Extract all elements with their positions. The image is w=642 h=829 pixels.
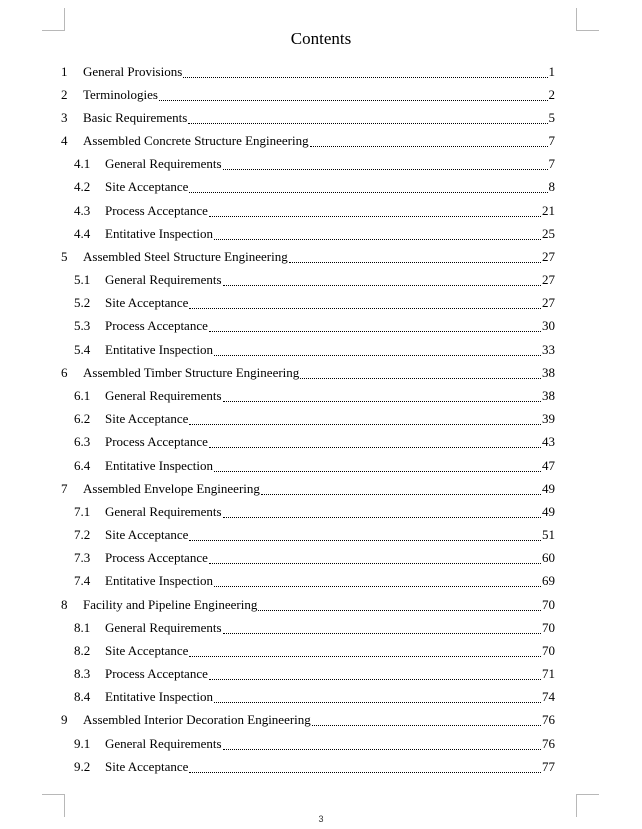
toc-entry-label: Site Acceptance bbox=[105, 527, 189, 543]
toc-entry[interactable] bbox=[0, 662, 642, 685]
toc-entry[interactable] bbox=[0, 709, 642, 732]
footer-page-number: 3 bbox=[318, 814, 324, 824]
toc-entry[interactable] bbox=[0, 384, 642, 407]
toc-dot-leader bbox=[188, 112, 547, 124]
toc-entry-label: General Requirements bbox=[105, 387, 222, 403]
toc-entry[interactable] bbox=[0, 315, 642, 338]
toc-dot-leader bbox=[209, 668, 541, 680]
toc-dot-leader bbox=[214, 228, 541, 240]
toc-dot-leader bbox=[189, 181, 547, 193]
toc-entry-page-number: 39 bbox=[542, 411, 555, 427]
toc-entry-number: 4.1 bbox=[74, 156, 91, 172]
toc-entry-number: 6.1 bbox=[74, 387, 91, 403]
toc-entry[interactable] bbox=[0, 130, 642, 153]
toc-entry-label: General Provisions bbox=[83, 63, 183, 79]
toc-entry-number: 7.2 bbox=[74, 527, 91, 543]
toc-entry[interactable] bbox=[0, 269, 642, 292]
toc-dot-leader bbox=[223, 274, 541, 286]
toc-entry[interactable] bbox=[0, 176, 642, 199]
toc-entry-label: Process Acceptance bbox=[105, 550, 208, 566]
toc-entry-number: 4 bbox=[61, 133, 68, 149]
toc-entry-page-number: 7 bbox=[548, 156, 555, 172]
toc-entry-number: 6.2 bbox=[74, 411, 91, 427]
toc-entry-number: 5 bbox=[61, 248, 68, 264]
toc-entry-number: 7.4 bbox=[74, 573, 91, 589]
toc-entry-label: General Requirements bbox=[105, 619, 222, 635]
toc-dot-leader bbox=[189, 645, 541, 657]
toc-entry-number: 7 bbox=[61, 480, 68, 496]
toc-entry[interactable] bbox=[0, 616, 642, 639]
toc-entry-number: 6 bbox=[61, 364, 68, 380]
toc-entry-label: Site Acceptance bbox=[105, 179, 189, 195]
toc-entry-label: General Requirements bbox=[105, 272, 222, 288]
toc-entry-number: 6.4 bbox=[74, 457, 91, 473]
toc-entry-page-number: 71 bbox=[542, 666, 555, 682]
toc-entry-number: 9 bbox=[61, 712, 68, 728]
toc-entry-page-number: 70 bbox=[542, 619, 555, 635]
toc-entry-page-number: 27 bbox=[542, 272, 555, 288]
toc-entry[interactable] bbox=[0, 60, 642, 83]
toc-entry-page-number: 69 bbox=[542, 573, 555, 589]
toc-dot-leader bbox=[209, 205, 541, 217]
toc-entry-number: 5.4 bbox=[74, 341, 91, 357]
toc-entry-number: 6.3 bbox=[74, 434, 91, 450]
toc-dot-leader bbox=[209, 552, 541, 564]
toc-entry-number: 8.4 bbox=[74, 689, 91, 705]
toc-dot-leader bbox=[183, 66, 547, 78]
toc-entry-label: Process Acceptance bbox=[105, 434, 208, 450]
toc-entry-label: Site Acceptance bbox=[105, 295, 189, 311]
toc-dot-leader bbox=[223, 738, 541, 750]
toc-entry-label: Assembled Envelope Engineering bbox=[83, 480, 260, 496]
toc-entry[interactable] bbox=[0, 245, 642, 268]
toc-dot-leader bbox=[214, 691, 541, 703]
toc-entry-number: 8 bbox=[61, 596, 68, 612]
toc-entry[interactable] bbox=[0, 338, 642, 361]
toc-entry-page-number: 8 bbox=[548, 179, 555, 195]
toc-entry[interactable] bbox=[0, 431, 642, 454]
toc-entry-number: 4.4 bbox=[74, 225, 91, 241]
toc-entry-label: General Requirements bbox=[105, 503, 222, 519]
toc-dot-leader bbox=[223, 158, 548, 170]
toc-entry-label: Site Acceptance bbox=[105, 758, 189, 774]
toc-entry[interactable] bbox=[0, 523, 642, 546]
toc-dot-leader bbox=[159, 89, 548, 101]
toc-entry-label: Entitative Inspection bbox=[105, 573, 213, 589]
toc-entry[interactable] bbox=[0, 547, 642, 570]
toc-entry-label: General Requirements bbox=[105, 156, 222, 172]
toc-entry-label: Assembled Interior Decoration Engineering bbox=[83, 712, 311, 728]
toc-dot-leader bbox=[189, 413, 541, 425]
toc-dot-leader bbox=[209, 436, 541, 448]
toc-entry-label: Basic Requirements bbox=[83, 109, 188, 125]
toc-entry-page-number: 77 bbox=[542, 758, 555, 774]
toc-entry-number: 2 bbox=[61, 86, 68, 102]
toc-entry-label: Assembled Timber Structure Engineering bbox=[83, 364, 300, 380]
toc-entry-page-number: 74 bbox=[542, 689, 555, 705]
toc-entry[interactable] bbox=[0, 106, 642, 129]
toc-entry-page-number: 25 bbox=[542, 225, 555, 241]
toc-entry-page-number: 27 bbox=[542, 295, 555, 311]
toc-dot-leader bbox=[214, 460, 541, 472]
toc-entry-page-number: 60 bbox=[542, 550, 555, 566]
toc-entry-label: Terminologies bbox=[83, 86, 158, 102]
toc-dot-leader bbox=[214, 575, 541, 587]
toc-entry-page-number: 43 bbox=[542, 434, 555, 450]
toc-entry-number: 4.3 bbox=[74, 202, 91, 218]
toc-entry-page-number: 30 bbox=[542, 318, 555, 334]
toc-dot-leader bbox=[214, 344, 541, 356]
toc-entry-page-number: 51 bbox=[542, 527, 555, 543]
toc-entry[interactable] bbox=[0, 153, 642, 176]
toc-dot-leader bbox=[310, 135, 548, 147]
toc-entry-page-number: 5 bbox=[548, 109, 555, 125]
toc-entry-label: Entitative Inspection bbox=[105, 341, 213, 357]
toc-entry-label: Process Acceptance bbox=[105, 202, 208, 218]
toc-entry-page-number: 76 bbox=[542, 735, 555, 751]
toc-entry-label: Process Acceptance bbox=[105, 318, 208, 334]
toc-entry-number: 9.2 bbox=[74, 758, 91, 774]
toc-entry-page-number: 70 bbox=[542, 596, 555, 612]
toc-entry-label: Site Acceptance bbox=[105, 411, 189, 427]
toc-entry-label: Assembled Concrete Structure Engineering bbox=[83, 133, 309, 149]
page-title: Contents bbox=[290, 29, 352, 48]
toc-entry[interactable] bbox=[0, 593, 642, 616]
toc-entry[interactable] bbox=[0, 755, 642, 778]
toc-entry-page-number: 27 bbox=[542, 248, 555, 264]
toc-entry[interactable] bbox=[0, 83, 642, 106]
toc-entry-page-number: 21 bbox=[542, 202, 555, 218]
toc-dot-leader bbox=[312, 714, 541, 726]
toc-dot-leader bbox=[209, 320, 541, 332]
toc-entry-number: 8.3 bbox=[74, 666, 91, 682]
toc-entry-number: 8.2 bbox=[74, 642, 91, 658]
toc-entry[interactable] bbox=[0, 686, 642, 709]
toc-entry-label: Facility and Pipeline Engineering bbox=[83, 596, 258, 612]
toc-entry-number: 7.1 bbox=[74, 503, 91, 519]
toc-entry-number: 3 bbox=[61, 109, 68, 125]
toc-entry-label: Site Acceptance bbox=[105, 642, 189, 658]
toc-entry[interactable] bbox=[0, 732, 642, 755]
toc-entry-number: 9.1 bbox=[74, 735, 91, 751]
toc-entry-number: 5.1 bbox=[74, 272, 91, 288]
toc-entry-page-number: 38 bbox=[542, 364, 555, 380]
toc-entry-page-number: 33 bbox=[542, 341, 555, 357]
toc-entry[interactable] bbox=[0, 500, 642, 523]
toc-dot-leader bbox=[261, 483, 541, 495]
toc-entry[interactable] bbox=[0, 222, 642, 245]
toc-dot-leader bbox=[223, 506, 541, 518]
toc-entry-label: Entitative Inspection bbox=[105, 457, 213, 473]
toc-entry-label: Entitative Inspection bbox=[105, 225, 213, 241]
toc-entry-number: 1 bbox=[61, 63, 68, 79]
toc-dot-leader bbox=[189, 529, 541, 541]
toc-entry-page-number: 7 bbox=[548, 133, 555, 149]
toc-entry[interactable] bbox=[0, 477, 642, 500]
toc-entry-page-number: 76 bbox=[542, 712, 555, 728]
toc-dot-leader bbox=[223, 390, 541, 402]
toc-entry[interactable] bbox=[0, 292, 642, 315]
toc-entry-number: 5.2 bbox=[74, 295, 91, 311]
toc-dot-leader bbox=[300, 367, 541, 379]
toc-entry-number: 8.1 bbox=[74, 619, 91, 635]
toc-entry[interactable] bbox=[0, 199, 642, 222]
toc-entry-page-number: 47 bbox=[542, 457, 555, 473]
toc-entry[interactable] bbox=[0, 361, 642, 384]
toc-entry-number: 7.3 bbox=[74, 550, 91, 566]
toc-entry-page-number: 1 bbox=[548, 63, 555, 79]
toc-entry[interactable] bbox=[0, 408, 642, 431]
toc-dot-leader bbox=[189, 761, 541, 773]
toc-dot-leader bbox=[223, 622, 541, 634]
toc-entry-page-number: 38 bbox=[542, 387, 555, 403]
toc-entry[interactable] bbox=[0, 570, 642, 593]
toc-entry[interactable] bbox=[0, 454, 642, 477]
toc-entry-label: Assembled Steel Structure Engineering bbox=[83, 248, 288, 264]
toc-entry-page-number: 49 bbox=[542, 503, 555, 519]
toc-entry-label: General Requirements bbox=[105, 735, 222, 751]
toc-entry-page-number: 70 bbox=[542, 642, 555, 658]
toc-entry-label: Entitative Inspection bbox=[105, 689, 213, 705]
toc-dot-leader bbox=[289, 251, 541, 263]
toc-entry-number: 5.3 bbox=[74, 318, 91, 334]
toc-dot-leader bbox=[258, 599, 541, 611]
toc-entry-label: Process Acceptance bbox=[105, 666, 208, 682]
toc-entry-page-number: 49 bbox=[542, 480, 555, 496]
toc-entry-page-number: 2 bbox=[548, 86, 555, 102]
toc-entry-number: 4.2 bbox=[74, 179, 91, 195]
table-of-contents bbox=[0, 60, 642, 778]
toc-dot-leader bbox=[189, 297, 541, 309]
toc-entry[interactable] bbox=[0, 639, 642, 662]
